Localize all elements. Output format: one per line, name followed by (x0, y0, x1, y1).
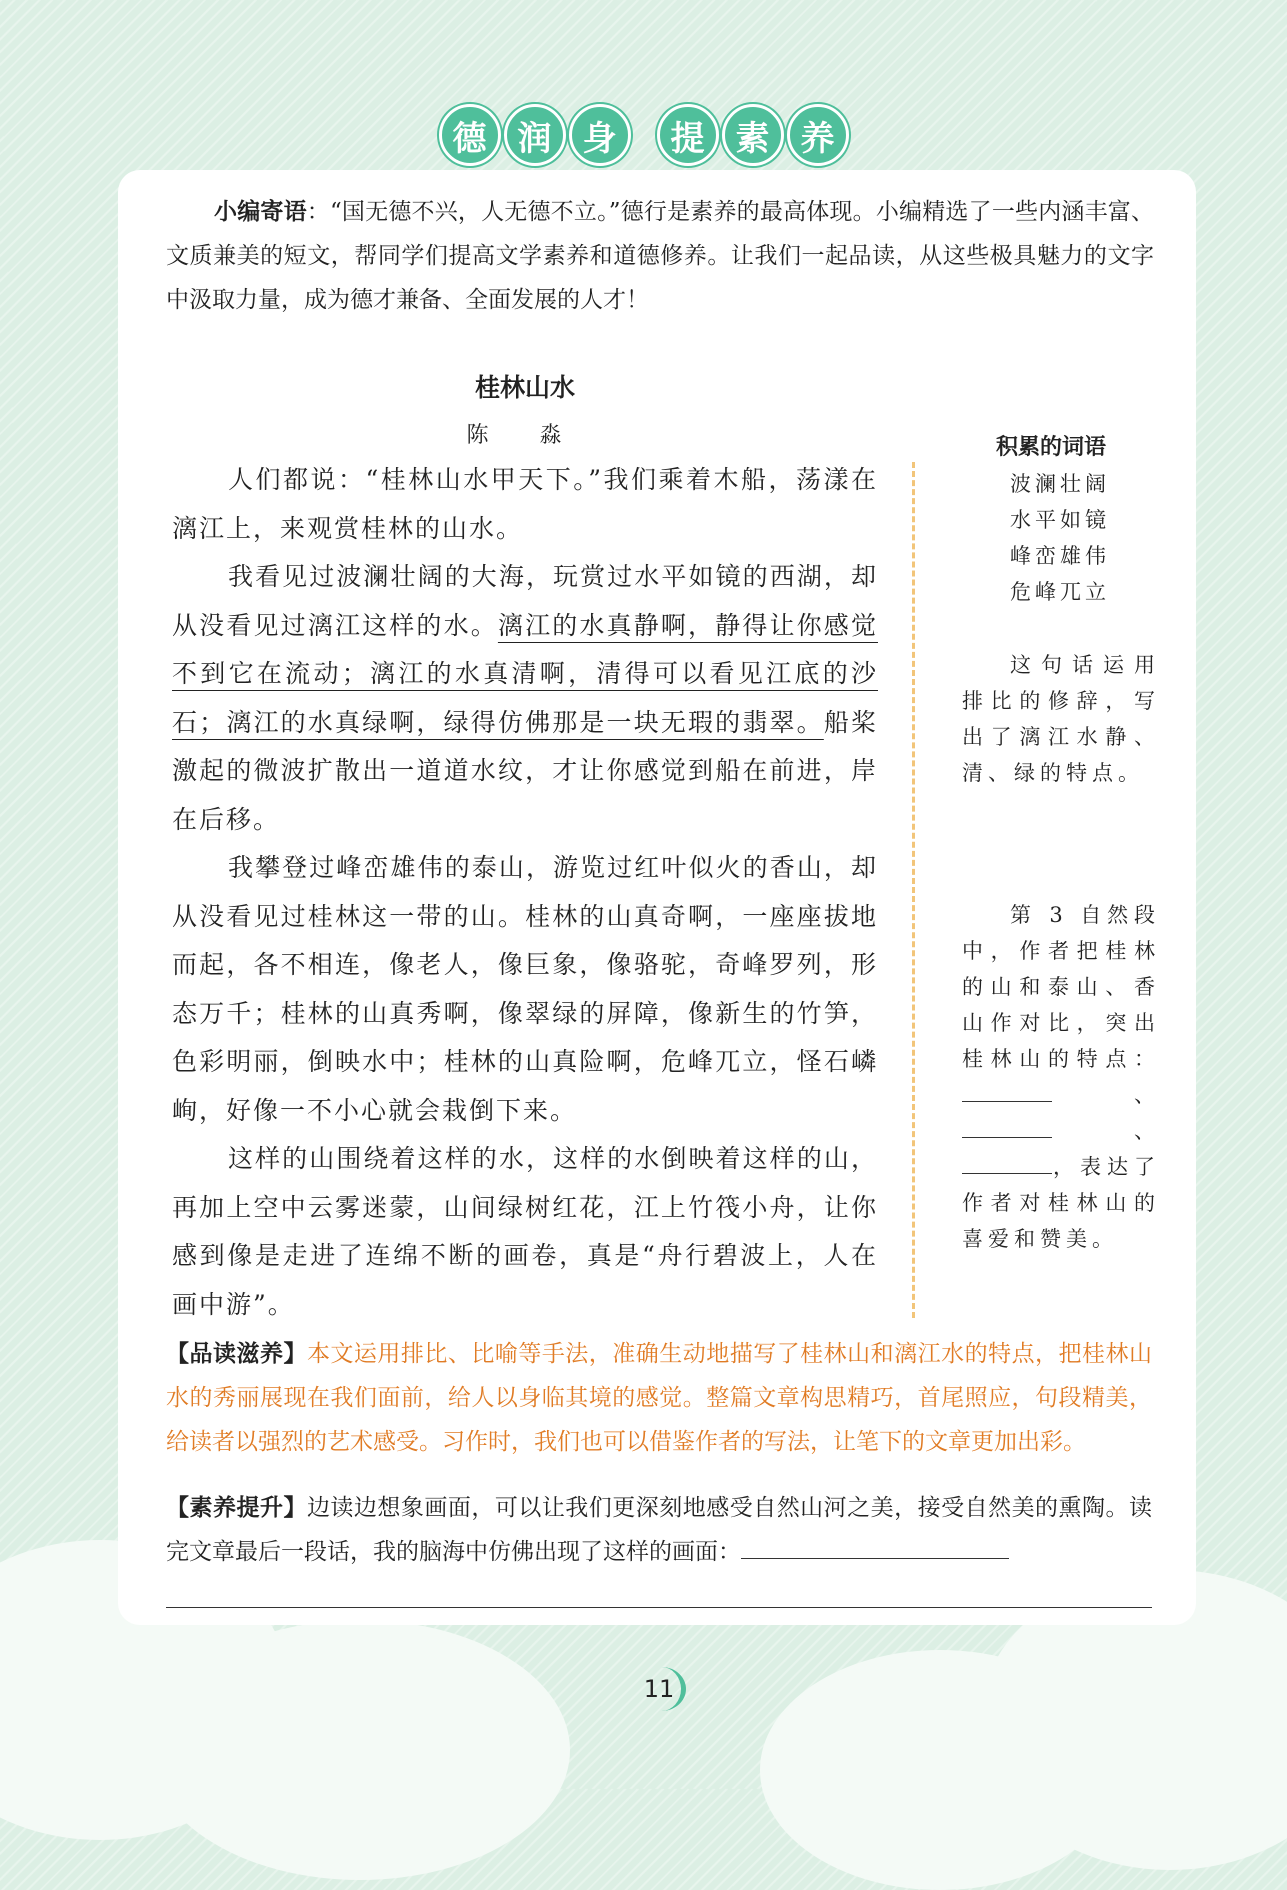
answer-line-inline[interactable] (741, 1532, 1009, 1559)
answer-blank-1[interactable] (962, 1077, 1052, 1102)
answer-line[interactable] (166, 1607, 1152, 1608)
appreciation-section (166, 1332, 1152, 1464)
bg-cloud-right-2 (760, 1650, 1120, 1890)
header-char: 素 (722, 104, 784, 166)
p2-text-after: 船桨激起的微波扩散出一道道水纹，才让你感觉到船在前进，岸在后移。 (172, 707, 878, 834)
appreciation-label: 【品读滋养】 (166, 1341, 307, 1367)
improvement-label: 【素养提升】 (166, 1495, 307, 1521)
note2-text-b: 表达了作者对桂林山的喜爱和赞美。 (962, 1155, 1160, 1251)
article-author: 陈 淼 (466, 423, 584, 448)
answer-blank-2[interactable] (962, 1113, 1052, 1138)
p2-underlined-sentence: 漓江的水真静啊，静得让你感觉不到它在流动；漓江的水真清啊，清得可以看见江底的沙石；漓江的水真绿啊，绿得仿佛那是一块无瑕的翡翠。 (172, 610, 878, 737)
word-item: 水平如镜 (1010, 508, 1110, 532)
appreciation-text: 本文运用排比、比喻等手法，准确生动地描写了桂林山和漓江水的特点，把桂林山水的秀丽展现在我们面前，给人以身临其境的感觉。整篇文章构思精巧，首尾照应，句段精美，给读者以强烈的艺术感受。习作时，我们也可以借鉴作者的写法，让笔下的文章更加出彩。 (166, 1341, 1153, 1455)
improvement-text: 边读边想象画面，可以让我们更深刻地感受自然山河之美，接受自然美的熏陶。读完文章最后一段话，我的脑海中仿佛出现了这样的画面： (166, 1495, 1153, 1565)
article-paragraph-1: 人们都说：“桂林山水甲天下。”我们乘着木船，荡漾在漓江上，来观赏桂林的山水。 (172, 465, 878, 543)
header-char: 提 (657, 104, 719, 166)
article-title: 桂林山水 (474, 373, 575, 402)
header-char: 德 (439, 104, 501, 166)
article-body (172, 456, 878, 1329)
word-item: 危峰兀立 (1010, 580, 1110, 604)
editor-intro (166, 190, 1154, 322)
header-char: 身 (569, 104, 631, 166)
p2-text-before: 我看见过波澜壮阔的大海，玩赏过水平如镜的西湖，却从没看见过漓江这样的水。 (172, 562, 878, 640)
margin-note-2 (962, 897, 1160, 1257)
margin-note-1: 这句话运用排比的修辞，写出了漓江水静、清、绿的特点。 (962, 653, 1160, 785)
note2-text-a: 第 3 自然段中，作者把桂林的山和泰山、香山作对比，突出桂林山的特点： (962, 903, 1160, 1071)
article-paragraph-4: 这样的山围绕着这样的水，这样的水倒映着这样的山，再加上空中云雾迷蒙，山间绿树红花，江上竹筏小舟，让你感到像是走进了连绵不断的画卷，真是“舟行碧波上，人在画中游”。 (172, 1144, 878, 1319)
words-list (1010, 466, 1110, 610)
header-group-2 (657, 104, 849, 166)
note2-sep-3: ， (1052, 1155, 1080, 1179)
article-paragraph-2 (172, 553, 878, 844)
page-header (0, 104, 1287, 166)
header-char: 润 (504, 104, 566, 166)
answer-blank-3[interactable] (962, 1149, 1052, 1174)
intro-text: ：“国无德不兴，人无德不立。”德行是素养的最高体现。小编精选了一些内涵丰富、文质兼美的短文，帮同学们提高文学素养和道德修养。让我们一起品读，从这些极具魅力的文字中汲取力量，成为德才兼备、全面发展的人才！ (166, 199, 1154, 313)
note2-sep-2: 、 (1052, 1119, 1160, 1143)
bg-cloud-left-2 (150, 1620, 570, 1880)
margin-divider (912, 462, 915, 1318)
note2-sep-1: 、 (1052, 1083, 1160, 1107)
page-number: 11 (637, 1667, 686, 1711)
article-paragraph-3: 我攀登过峰峦雄伟的泰山，游览过红叶似火的香山，却从没看见过桂林这一带的山。桂林的山真奇啊，一座座拔地而起，各不相连，像老人，像巨象，像骆驼，奇峰罗列，形态万千；桂林的山真秀啊，像翠绿的屏障，像新生的竹笋，色彩明丽，倒映水中；桂林的山真险啊，危峰兀立，怪石嶙峋，好像一不小心就会栽倒下来。 (172, 853, 878, 1125)
header-group-1 (439, 104, 631, 166)
header-char: 养 (787, 104, 849, 166)
word-item: 峰峦雄伟 (1010, 544, 1110, 568)
intro-label: 小编寄语 (214, 199, 307, 225)
improvement-section (166, 1486, 1152, 1574)
word-item: 波澜壮阔 (1010, 472, 1110, 496)
words-title: 积累的词语 (996, 435, 1107, 460)
